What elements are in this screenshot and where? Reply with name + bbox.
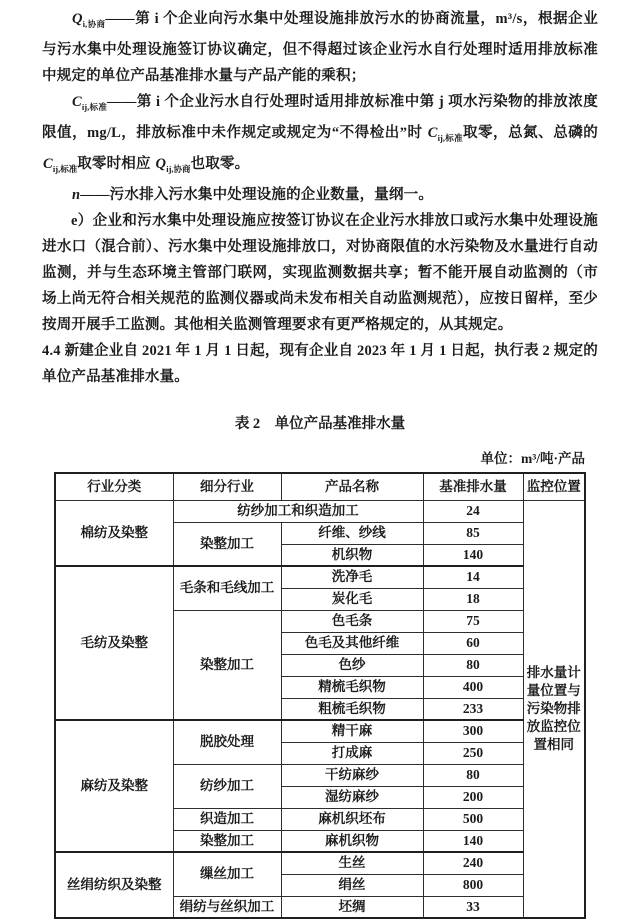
column-header: 基准排水量: [423, 473, 523, 500]
product-cell: 干纺麻纱: [281, 764, 423, 786]
formula-symbol: C: [427, 125, 438, 141]
table-body: [55, 500, 585, 918]
value-cell: 300: [423, 720, 523, 742]
subsector-cell: 织造加工: [173, 808, 281, 830]
product-cell: 色毛条: [281, 610, 423, 632]
subsector-cell: 染整加工: [173, 830, 281, 852]
table-row: [55, 500, 585, 522]
formula-symbol: C: [72, 94, 82, 110]
value-cell: 60: [423, 632, 523, 654]
subsector-cell: 纺纱加工: [173, 764, 281, 808]
table-row: [55, 566, 585, 588]
formula-symbol: n: [72, 187, 81, 203]
product-cell: 麻机织坯布: [281, 808, 423, 830]
definition-n-paragraph: [42, 182, 598, 208]
industry-cell: 丝绢纺织及染整: [55, 852, 173, 918]
subsector-cell: 缫丝加工: [173, 852, 281, 896]
column-header: 细分行业: [173, 473, 281, 500]
value-cell: 85: [423, 522, 523, 544]
text-run: 取零，总氮、总磷的: [462, 125, 598, 141]
product-cell: 色毛及其他纤维: [281, 632, 423, 654]
subsector-cell: 脱胶处理: [173, 720, 281, 764]
product-cell: 打成麻: [281, 742, 423, 764]
text-run: 4.4 新建企业自 2021 年 1 月 1 日起，现有企业自 2023 年 1 月 1 日起，执行表 2 规定的单位产品基准排水量。: [42, 343, 598, 385]
text-run: 也取零。: [190, 156, 250, 172]
product-cell: 机织物: [281, 544, 423, 566]
value-cell: 400: [423, 676, 523, 698]
table-unit-note: 单位：m³/吨·产品: [480, 451, 585, 466]
table-row: [55, 852, 585, 874]
table-header: [55, 473, 585, 500]
formula-subscript: ij,标准: [52, 164, 78, 174]
value-cell: 240: [423, 852, 523, 874]
table-row: [55, 720, 585, 742]
product-cell: 精干麻: [281, 720, 423, 742]
product-cell: 生丝: [281, 852, 423, 874]
column-header: 行业分类: [55, 473, 173, 500]
value-cell: 33: [423, 896, 523, 918]
table-header-row: [55, 473, 585, 500]
value-cell: 14: [423, 566, 523, 588]
subsector-cell: 染整加工: [173, 522, 281, 566]
clause-4-4-paragraph: [42, 338, 598, 390]
product-cell: 色纱: [281, 654, 423, 676]
value-cell: 24: [423, 500, 523, 522]
table-title: 表 2 单位产品基准排水量: [234, 416, 406, 432]
text-run: ——第 i 个企业向污水集中处理设施排放污水的协商流量，m³/s，根据企业与污水集中处理设施签订协议确定，但不得超过该企业污水自行处理时适用排放标准中规定的单位产品基准排水量与产品产能的乘积；: [42, 11, 598, 84]
baseline-discharge-table: [54, 472, 586, 919]
product-cell: 炭化毛: [281, 588, 423, 610]
clause-e-paragraph: [42, 208, 598, 338]
monitor-location-cell: 排水量计量位置与污染物排放监控位置相同: [523, 500, 585, 918]
product-cell: 绢丝: [281, 874, 423, 896]
value-cell: 80: [423, 764, 523, 786]
subsector-cell: 纺纱加工和织造加工: [173, 500, 423, 522]
product-cell: 麻机织物: [281, 830, 423, 852]
formula-subscript: ij,标准: [437, 133, 463, 143]
value-cell: 140: [423, 544, 523, 566]
text-run: ——第 i 个企业污水自行处理时适用排放标准中第 j 项水污染物的排放浓度限值，mg/L，排放标准中未作规定或规定为“不得检出”时: [42, 94, 598, 141]
industry-cell: 麻纺及染整: [55, 720, 173, 852]
product-cell: 粗梳毛织物: [281, 698, 423, 720]
subsector-cell: 毛条和毛线加工: [173, 566, 281, 610]
value-cell: 200: [423, 786, 523, 808]
value-cell: 80: [423, 654, 523, 676]
value-cell: 250: [423, 742, 523, 764]
product-cell: 坯绸: [281, 896, 423, 918]
industry-cell: 棉纺及染整: [55, 500, 173, 566]
formula-subscript: i,协商: [82, 19, 106, 29]
column-header: 产品名称: [281, 473, 423, 500]
industry-cell: 毛纺及染整: [55, 566, 173, 720]
value-cell: 140: [423, 830, 523, 852]
text-run: ——污水排入污水集中处理设施的企业数量，量纲一。: [80, 187, 434, 203]
value-cell: 75: [423, 610, 523, 632]
column-header: 监控位置: [523, 473, 585, 500]
product-cell: 洗净毛: [281, 566, 423, 588]
formula-subscript: ij,标准: [81, 102, 108, 112]
product-cell: 精梳毛织物: [281, 676, 423, 698]
definition-c-paragraph: [42, 89, 598, 182]
text-run: 取零时相应: [77, 156, 155, 172]
value-cell: 18: [423, 588, 523, 610]
value-cell: 500: [423, 808, 523, 830]
value-cell: 800: [423, 874, 523, 896]
product-cell: 湿纺麻纱: [281, 786, 423, 808]
text-run: e）企业和污水集中处理设施应按签订协议在企业污水排放口或污水集中处理设施进水口（混合前）、污水集中处理设施排放口，对协商限值的水污染物及水量进行自动监测，并与生态环境主管部门联网，实现监测数据共享；暂不能开展自动监测的（市场上尚无符合相关规范的监测仪器或尚未发布相关自动监测规范），应按日留样，至少按周开展手工监测。其他相关监测管理要求有更严格规定的，从其规定。: [42, 213, 598, 333]
formula-symbol: C: [43, 156, 53, 172]
subsector-cell: 染整加工: [173, 610, 281, 720]
value-cell: 233: [423, 698, 523, 720]
product-cell: 纤维、纱线: [281, 522, 423, 544]
formula-symbol: Q: [155, 156, 167, 172]
formula-subscript: ij,协商: [166, 164, 191, 174]
subsector-cell: 绢纺与丝织加工: [173, 896, 281, 918]
definition-q-paragraph: [42, 6, 598, 89]
formula-symbol: Q: [72, 11, 83, 27]
